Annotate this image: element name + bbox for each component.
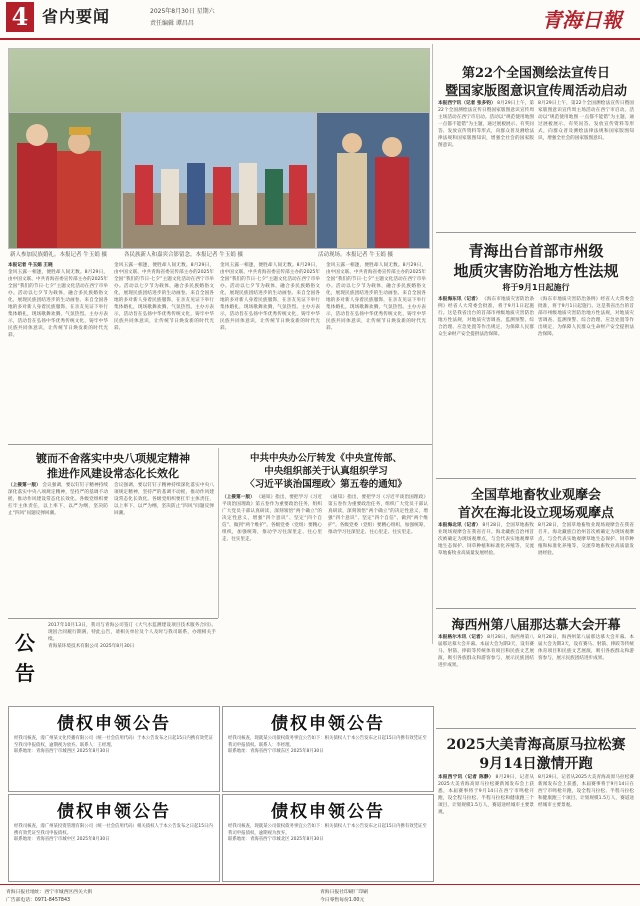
debt-notice-text: 经我司核查，漫广州某文化传播有限公司（统一社会信用代码）于本公告发布之日起15日内携有效凭证至我司申报债权，逾期视为放弃。联系人：王经理。 [14,736,213,748]
debt-notice-title: 债权申领公告 [271,802,385,822]
geohazard-headline-1: 青海出台首部市州级 [468,242,604,260]
lead-body-4: 金风玉露一相逢，便胜却人间无数。8月29日，由中国文联、中共青海省委宣传部主办的2025年全国“我们的节日·七夕”主题文化活动在西宁市举办。活动以七夕节为载体，融合多民族婚俗文化，展现民族团结进步的生动画卷。来自全国各地的多对新人身着民族服饰，在亲友见证下举行集体婚礼，现场歌舞欢腾，气氛热烈。主办方表示，活动旨在弘扬中华优秀传统文化，铸牢中华民族共同体意识，让传统节日焕发新的时代光彩。 [326,263,426,331]
debt-notice-text: 经我司核查，现就某公司债权债务事宜公告如下：相关债权人于本公告发布之日起15日内携有效凭证至我司申报债权。联系人：李经理。 [228,736,427,748]
grassland-column-1 [438,522,534,604]
grassland-byline: 本报海北讯（记者） [438,523,481,528]
geohazard-column-2 [538,296,634,476]
debt-notice-contact: 联系地址：青海省西宁市城北区 [228,837,290,842]
photo-caption-left: 新人参加民族婚礼。本报记者 牛玉娟 摄 [10,252,107,258]
study-notice-headline-1: 中共中央办公厅转发《中央宣传部、 [249,453,402,464]
debt-notice-body [9,822,219,846]
naadam-headline: 海西州第八届那达慕大会开幕 [451,618,621,633]
page-header [0,0,640,40]
lead-photo-left [8,112,122,249]
debt-notice-title: 债权申领公告 [57,802,171,822]
conduct-byline: （上接第一版） [8,483,41,488]
grassland-body-1: 8月28日，全国草地畜牧业现场观摩会在我省召开。海北藏族自治州首次被确定为现场观摩点，与会代表实地观摩草地生态保护、饲草种植和标准化养殖等，交流草地畜牧业高质量发展经验。 [438,523,534,556]
section-title: 省内要闻 [42,7,111,26]
announcement-text: 2017年10月13日，我司与青海公司签订《大气水监测建设项目技术服务合同》。现因合同履行期满，特此公告，请相关单位及个人及时与我司联系，办理相关手续。 [48,623,216,642]
debt-notice-contact: 联系地址：青海省西宁市城东区 [228,749,290,754]
debt-notice-date: 2025年8月30日 [76,837,110,842]
debt-notice-date: 2025年8月30日 [290,837,324,842]
lead-byline: 本报记者 牛玉娟 王晓 [8,263,53,268]
marathon-body-2: 8月29日，记者从2025大美青海高原马拉松赛新闻发布会上获悉，本届赛事将于9月14日在西宁市鸣枪开跑，设全程马拉松、半程马拉松和健康跑三个项目，计划规模1.5万人，赛道途经城市主要景观。 [538,775,634,808]
debt-notice-text: 经我司核查，漫广州某投资管理有限公司（统一社会信用代码）相关债权人于本公告发布之日起15日内携有效凭证至我司申报债权。 [14,824,213,836]
study-notice-body-1: 《通知》指出，要把学习《习近平谈治国理政》第五卷作为重要政治任务，组织广大党员干部认真研读，深刻领悟“两个确立”的决定性意义，增强“四个意识”、坚定“四个自信”、做到“两个维护”。各级党委（党组）要精心组织，加强统筹，推动学习往深里走、往心里走、往实里走。 [222,495,322,542]
debt-notice-contact: 联系地址：青海省西宁市城西区 [14,749,76,754]
debt-notice-title: 债权申领公告 [271,714,385,734]
footer-address: 青海日报社地址：西宁市城西区西关大街 [6,890,93,895]
footer-price: 今日零售每份1.00元 [320,898,365,903]
conduct-body-1: 会议强调，要以钉钉子精神持续深化落实中央八项规定精神，坚持严的基调不动摇，推动作风建设常态化长效化。各级党组织要扛牢主体责任，以上率下、以严为纲，坚决防止“四风”问题反弹回潮。 [8,483,108,516]
debt-notice-text: 经我司核查，现就某公司债权债务事宜公告如下：相关债权人于本公告发布之日起15日内携有效凭证至我司申报债权，逾期视为放弃。 [228,824,427,836]
lead-photo-middle [122,112,316,249]
marathon-column-1 [438,774,534,880]
lead-body-1: 金风玉露一相逢，便胜却人间无数。8月29日，由中国文联、中共青海省委宣传部主办的2025年全国“我们的节日·七夕”主题文化活动在西宁市举办。活动以七夕节为载体，融合多民族婚俗文化，展现民族团结进步的生动画卷。来自全国各地的多对新人身着民族服饰，在亲友见证下举行集体婚礼，现场歌舞欢腾，气氛热烈。主办方表示，活动旨在弘扬中华优秀传统文化，铸牢中华民族共同体意识，让传统节日焕发新的时代光彩。 [8,270,108,338]
footer-tel: 广告部电话：0971-8457843 [6,898,71,903]
lead-photo-right [316,112,430,249]
divider [8,618,218,619]
study-notice-body-2: 《通知》指出，要把学习《习近平谈治国理政》第五卷作为重要政治任务，组织广大党员干部认真研读，深刻领悟“两个确立”的决定性意义，增强“四个意识”、坚定“四个自信”、做到“两个维护”。各级党委（党组）要精心组织，加强统筹，推动学习往深里走、往心里走、往实里走。 [328,495,428,535]
debt-notice-date: 2025年8月30日 [290,749,324,754]
marathon-body-1: 8月29日，记者从2025大美青海高原马拉松赛新闻发布会上获悉，本届赛事将于9月14日在西宁市鸣枪开跑，设全程马拉松、半程马拉松和健康跑三个项目，计划规模1.5万人，赛道途经城市主要景观。 [438,775,534,815]
conduct-body-2: 会议强调，要以钉钉子精神持续深化落实中央八项规定精神，坚持严的基调不动摇，推动作风建设常态化长效化。各级党组织要扛牢主体责任，以上率下、以严为纲，坚决防止“四风”问题反弹回潮。 [114,483,214,516]
divider [8,444,432,445]
debt-notice-title: 债权申领公告 [57,714,171,734]
marathon-byline: 本报西宁讯（记者 陈静） [438,775,494,780]
divider [436,478,636,479]
marathon-headline-2: 9月14日激情开跑 [479,756,593,772]
conduct-headline-1: 镀而不舍落实中央八项规定精神 [36,452,190,465]
geohazard-subheadline: 将于9月1日起施行 [502,283,570,292]
debt-notice-date: 2025年8月30日 [76,749,110,754]
announcement-body [48,622,216,700]
study-notice-headline-2: 中央组织部关于认真组织学习 [264,466,388,477]
survey-law-headline-2: 暨国家版图意识宣传周活动启动 [444,84,627,99]
study-notice-headline-3: 〈习近平谈治国理政〉第五卷的通知》 [245,479,407,490]
divider [436,608,636,609]
survey-law-body-1: 8月29日上午，第22个全国测绘法宣传日暨国家版图意识宣传周主场活动在西宁市启动。活动以“规范使用地图 一点都不能错”为主题，通过展板展示、有奖问答、发放宣传资料等形式，向群众普及测绘法律法规和国家版图知识，增强全社会的国家版图意识。 [438,101,534,148]
naadam-body-1: 8月28日，海西州第八届那达慕大会开幕。本届大会为期3天，设有赛马、射箭、摔跤等传统体育项目和民族文艺展演，吸引各族群众和游客参与，展示民族团结进步成果。 [438,635,534,668]
conduct-column-2 [114,482,214,612]
geohazard-body-2: 《海东市地质灾害防治条例》经省人大常委会批准，将于9月1日起施行。这是我省出台的首部市州级地质灾害防治地方性法规，对地质灾害调查、监测预警、综合治理、应急处置等作出规定，为保障人民群众生命财产安全提供法治保障。 [538,297,634,337]
page-number: 4 [6,2,34,32]
lead-article-column-3 [220,262,320,442]
divider [436,728,636,729]
study-notice-byline: （上接第一版） [222,495,255,500]
lead-article-column-4 [326,262,426,442]
naadam-body-2: 8月28日，海西州第八届那达慕大会开幕。本届大会为期3天，设有赛马、射箭、摔跤等传统体育项目和民族文艺展演，吸引各族群众和游客参与，展示民族团结进步成果。 [538,635,634,661]
photo-caption-right: 活动现场。本报记者 牛玉娟 摄 [318,252,393,258]
debt-notice-3 [8,794,220,882]
study-notice-column-2 [328,494,428,644]
geohazard-headline-2: 地质灾害防治地方性法规 [453,262,619,280]
conduct-column-1 [8,482,108,612]
survey-law-body-2: 8月29日上午，第22个全国测绘法宣传日暨国家版图意识宣传周主场活动在西宁市启动。活动以“规范使用地图 一点都不能错”为主题，通过展板展示、有奖问答、发放宣传资料等形式，向群众普及测绘法律法规和国家版图知识，增强全社会的国家版图意识。 [538,101,634,141]
column-divider [218,448,219,618]
geohazard-byline: 本报海东讯（记者） [438,297,481,302]
announcement-company: 青海某环境技术有限公司 [48,644,99,649]
announcement-label: 公告 [15,631,35,685]
naadam-byline: 本报格尔木讯（记者） [438,635,486,640]
issue-date: 2025年8月30日 星期六 [150,8,215,15]
lead-article-column-2 [114,262,214,442]
column-divider [432,44,433,644]
grassland-column-2 [538,522,634,604]
debt-notice-1 [8,706,220,792]
study-notice-column-1 [222,494,322,644]
naadam-column-1 [438,634,534,724]
survey-law-byline: 本报西宁讯（记者 张多钧） [438,101,496,106]
lead-body-3: 金风玉露一相逢，便胜却人间无数。8月29日，由中国文联、中共青海省委宣传部主办的2025年全国“我们的节日·七夕”主题文化活动在西宁市举办。活动以七夕节为载体，融合多民族婚俗文化，展现民族团结进步的生动画卷。来自全国各地的多对新人身着民族服饰，在亲友见证下举行集体婚礼，现场歌舞欢腾，气氛热烈。主办方表示，活动旨在弘扬中华优秀传统文化，铸牢中华民族共同体意识，让传统节日焕发新的时代光彩。 [220,263,320,331]
divider [436,232,636,233]
grassland-body-2: 8月28日，全国草地畜牧业现场观摩会在我省召开。海北藏族自治州首次被确定为现场观摩点，与会代表实地观摩草地生态保护、饲草种植和标准化养殖等，交流草地畜牧业高质量发展经验。 [538,523,634,556]
survey-law-column-2 [538,100,634,228]
survey-law-column-1 [438,100,534,228]
footer-print: 青海日报社印刷厂印刷 [320,890,368,895]
lead-body-2: 金风玉露一相逢，便胜却人间无数。8月29日，由中国文联、中共青海省委宣传部主办的2025年全国“我们的节日·七夕”主题文化活动在西宁市举办。活动以七夕节为载体，融合多民族婚俗文化，展现民族团结进步的生动画卷。来自全国各地的多对新人身着民族服饰，在亲友见证下举行集体婚礼，现场歌舞欢腾，气氛热烈。主办方表示，活动旨在弘扬中华优秀传统文化，铸牢中华民族共同体意识，让传统节日焕发新的时代光彩。 [114,263,214,331]
editor-credit: 责任编辑 谭昌昌 [150,20,194,27]
naadam-column-2 [538,634,634,724]
newspaper-logo: 青海日報 [542,8,622,32]
debt-notice-contact: 联系地址：青海省西宁市城中区 [14,837,76,842]
marathon-column-2 [538,774,634,880]
geohazard-column-1 [438,296,534,476]
photo-caption-middle: 各民族新人和嘉宾合影留念。本报记者 牛玉娟 摄 [124,252,243,258]
announcement-date: 2025年8月30日 [100,644,135,649]
geohazard-body-1: 《海东市地质灾害防治条例》经省人大常委会批准，将于9月1日起施行。这是我省出台的首部市州级地质灾害防治地方性法规，对地质灾害调查、监测预警、综合治理、应急处置等作出规定，为保障人民群众生命财产安全提供法治保障。 [438,297,534,337]
debt-notice-2 [222,706,434,792]
marathon-headline-1: 2025大美青海高原马拉松赛 [446,737,626,753]
page-footer [0,884,640,906]
grassland-headline-1: 全国草地畜牧业观摩会 [470,488,601,503]
debt-notice-body [223,734,433,758]
lead-article-column-1 [8,262,108,442]
grassland-headline-2: 首次在海北设立现场观摩点 [457,506,614,521]
survey-law-headline-1: 第22个全国测绘法宣传日 [461,66,611,81]
debt-notice-body [223,822,433,846]
debt-notice-body [9,734,219,758]
conduct-headline-2: 推进作风建设常态化长效化 [47,467,179,480]
debt-notice-4 [222,794,434,882]
